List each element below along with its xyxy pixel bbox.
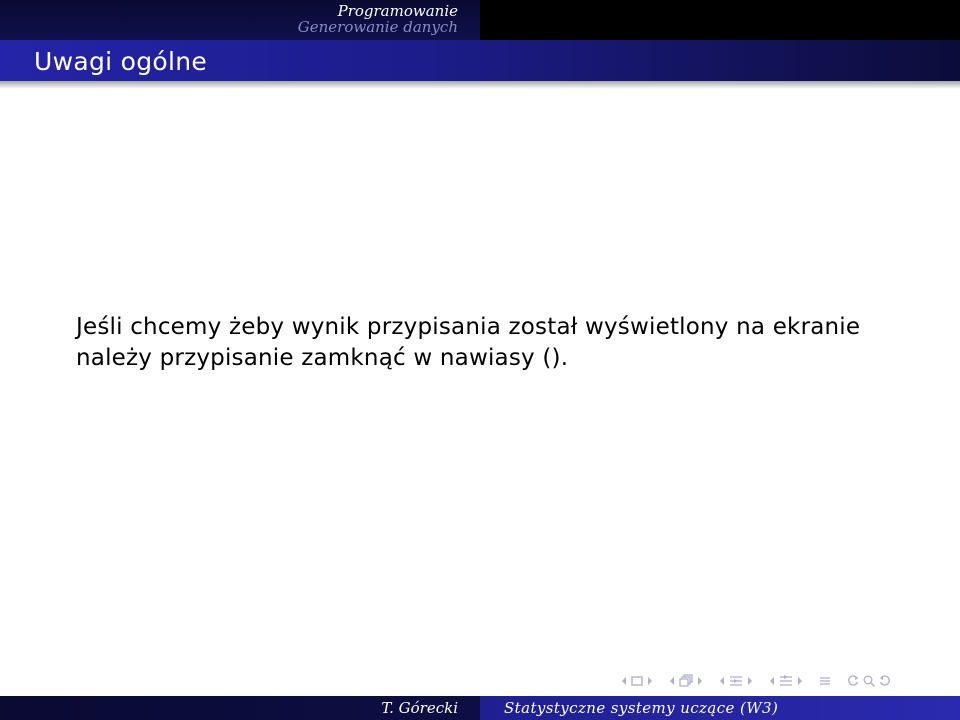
footer-presentation-title: Statystyczne systemy uczące (W3) (480, 696, 960, 720)
header-section-panel (0, 0, 480, 40)
header-section-link[interactable]: Programowanie (337, 2, 458, 20)
frame-next-icon[interactable] (696, 675, 704, 687)
slide-next-icon[interactable] (646, 675, 654, 687)
subsection-icon[interactable] (728, 674, 744, 688)
section-prev-icon[interactable] (768, 675, 776, 687)
align-icon[interactable] (818, 674, 832, 688)
footer-author: T. Górecki (0, 696, 480, 720)
slide-icon[interactable] (630, 675, 644, 687)
header-navigation-bar (0, 0, 960, 40)
section-icon[interactable] (778, 674, 794, 688)
slide-prev-icon[interactable] (620, 675, 628, 687)
title-bar-shadow (0, 81, 960, 89)
section-next-icon[interactable] (796, 675, 804, 687)
slide-body-text (76, 312, 936, 374)
subsection-next-icon[interactable] (746, 675, 754, 687)
header-subsection-link[interactable]: Generowanie danych (297, 18, 458, 36)
subsection-prev-icon[interactable] (718, 675, 726, 687)
footer-bar (0, 696, 960, 720)
search-back-icon[interactable] (846, 674, 860, 688)
frame-title-bar (0, 40, 960, 81)
frame-prev-icon[interactable] (668, 675, 676, 687)
body-line: należy przypisanie zamknąć w nawiasy (). (76, 345, 569, 371)
beamer-navigation-symbols (620, 673, 894, 689)
search-forward-icon[interactable] (878, 674, 892, 688)
search-icon[interactable] (862, 674, 876, 688)
frame-icon[interactable] (678, 674, 694, 688)
frame-title: Uwagi ogólne (34, 47, 208, 76)
body-line: Jeśli chcemy żeby wynik przypisania został wyświetlony na ekranie (76, 314, 861, 340)
